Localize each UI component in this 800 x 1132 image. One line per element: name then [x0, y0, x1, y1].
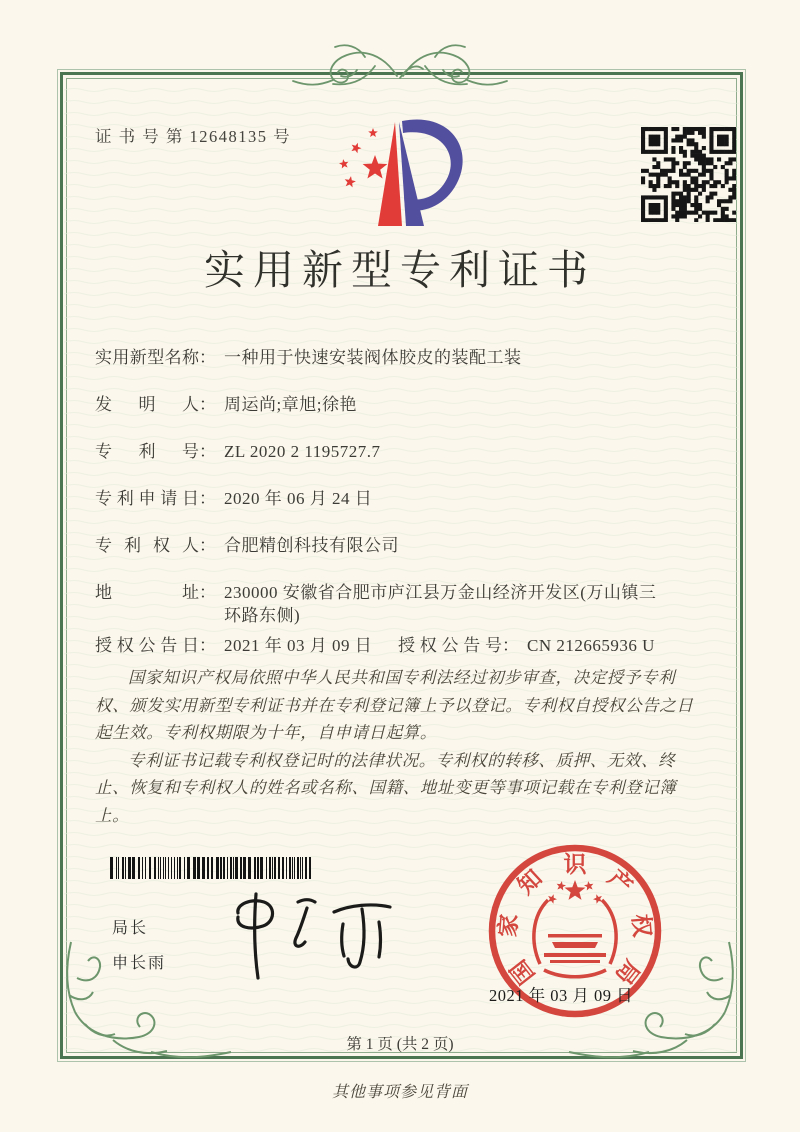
field-value: 2020 年 06 月 24 日: [224, 489, 373, 508]
field-grant-number: 授权公告号 ： CN 212665936 U: [398, 636, 655, 655]
svg-text:识: 识: [563, 852, 587, 877]
field-value: CN 212665936 U: [527, 636, 655, 655]
legal-text: [95, 664, 709, 829]
director-title-label: 局长: [112, 920, 149, 937]
field-label: 授权公告日: [95, 636, 199, 655]
svg-text:权: 权: [627, 913, 655, 939]
field-label: 发明人: [95, 395, 199, 414]
director-name-label: 申长雨: [112, 955, 167, 972]
field-label: 专利申请日: [95, 489, 199, 508]
patent-fields: [95, 346, 670, 681]
field-label: 授权公告号: [398, 636, 502, 655]
svg-text:产: 产: [603, 865, 637, 900]
field-label: 专利权人: [95, 536, 199, 555]
svg-text:局: 局: [610, 955, 645, 989]
field-inventors: 发明人 ： 周运尚;章旭;徐艳: [95, 395, 357, 414]
field-value: ZL 2020 2 1195727.7: [224, 442, 381, 461]
legal-paragraph-1: 国家知识产权局依照中华人民共和国专利法经过初步审查，决定授予专利权、颁发实用新型专利证书并在专利登记簿上予以登记。专利权自授权公告之日起生效。专利权期限为十年，自申请日起算。: [95, 668, 694, 742]
back-side-note: 其他事项参见背面: [331, 1084, 468, 1101]
certificate-title: 实用新型专利证书: [204, 247, 596, 293]
field-value: 230000 安徽省合肥市庐江县万金山经济开发区(万山镇三环路东侧): [224, 583, 657, 625]
seal-date: 2021 年 03 月 09 日: [489, 986, 634, 1005]
field-value: 周运尚;章旭;徐艳: [224, 395, 357, 414]
legal-paragraph-2: 专利证书记载专利权登记时的法律状况。专利权的转移、质押、无效、终止、恢复和专利权人的姓名或名称、国籍、地址变更等事项记载在专利登记簿上。: [95, 750, 677, 825]
svg-text:知: 知: [513, 865, 547, 900]
field-address: 地址 ： 230000 安徽省合肥市庐江县万金山经济开发区(万山镇三环路东侧): [95, 581, 670, 627]
field-value: 合肥精创科技有限公司: [224, 536, 399, 555]
field-value: 2021 年 03 月 09 日: [224, 636, 373, 655]
field-filing-date: 专利申请日 ： 2020 年 06 月 24 日: [95, 489, 373, 508]
field-label: 地址: [95, 583, 199, 602]
qr-code: [641, 127, 736, 222]
svg-text:国: 国: [505, 955, 540, 989]
page-number: 第 1 页 (共 2 页): [346, 1036, 454, 1053]
director-signature: [222, 886, 407, 984]
field-patentee: 专利权人 ： 合肥精创科技有限公司: [95, 536, 399, 555]
field-utility-model-name: 实用新型名称 ： 一种用于快速安装阀体胶皮的装配工装: [95, 348, 522, 367]
cnipa-logo-icon: [325, 108, 480, 238]
certificate-number: 证 书 号 第 12648135 号: [95, 127, 292, 146]
top-flourish-ornament: [285, 36, 515, 102]
field-value: 一种用于快速安装阀体胶皮的装配工装: [224, 348, 522, 367]
field-grant-date: 授权公告日 ： 2021 年 03 月 09 日 授权公告号 ： CN 212665936 U: [95, 636, 655, 655]
field-label: 实用新型名称: [95, 348, 199, 367]
field-patent-number: 专利号 ： ZL 2020 2 1195727.7: [95, 442, 381, 461]
barcode: [110, 857, 315, 879]
svg-text:家: 家: [495, 913, 523, 939]
field-label: 专利号: [95, 442, 199, 461]
